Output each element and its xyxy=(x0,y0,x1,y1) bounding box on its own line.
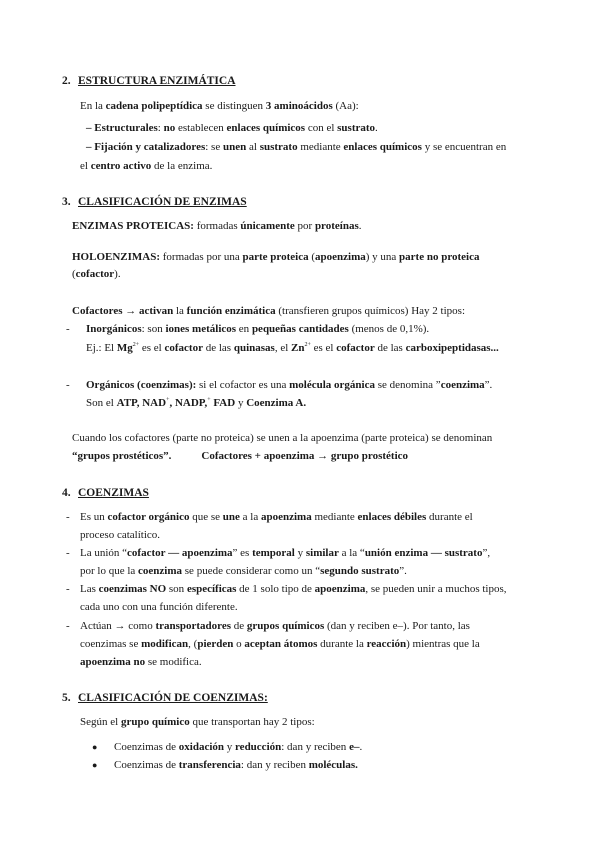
s3-organicos-line1: Orgánicos (coenzimas): si el cofactor es una molécula orgánica se denomina ”coenzima”. xyxy=(86,379,493,391)
section-2-heading xyxy=(62,74,236,89)
section-5-heading xyxy=(62,691,268,706)
section-title: COENZIMAS xyxy=(78,487,149,499)
s4-bullet4-line2: coenzimas se modifican, (pierden o aceptan átomos durante la reacción) mientras que la xyxy=(80,638,480,650)
section-3-heading xyxy=(62,195,247,210)
bullet-marker: ● xyxy=(92,742,98,752)
section-title: ESTRUCTURA ENZIMÁTICA xyxy=(78,75,236,87)
s5-intro-line: Según el grupo químico que transportan hay 2 tipos: xyxy=(80,716,315,728)
s3-holoenzimas-line1: HOLOENZIMAS: formadas por una parte proteica (apoenzima) y una parte no proteica xyxy=(72,251,480,263)
s4-bullet1-line1: Es un cofactor orgánico que se une a la apoenzima mediante enlaces débiles durante el xyxy=(80,511,473,523)
s2-item-estructurales: – Estructurales: no establecen enlaces químicos con el sustrato. xyxy=(86,122,378,134)
s3-inorganicos-line1: Inorgánicos: son iones metálicos en pequeñas cantidades (menos de 0,1%). xyxy=(86,323,430,335)
s4-bullet2-line2: por lo que la coenzima se puede considerar como un “segundo sustrato”. xyxy=(80,565,407,577)
dash-marker: - xyxy=(66,547,70,559)
section-title: CLASIFICACIÓN DE COENZIMAS: xyxy=(78,692,268,704)
s4-bullet3-line1: Las coenzimas NO son específicas de 1 solo tipo de apoenzima, se pueden unir a muchos tipos, xyxy=(80,583,507,595)
dash-marker: - xyxy=(66,583,70,595)
s3-inorganicos-line2: Ej.: El $Mg^{2+}$ es el cofactor de las quinasas, el $Zn^{2+}$ es el cofactor de las carboxipeptidasas... xyxy=(86,342,499,354)
s3-enzimas-proteicas: ENZIMAS PROTEICAS: formadas únicamente por proteínas. xyxy=(72,220,362,232)
s3-holoenzimas-line2: (cofactor). xyxy=(72,268,121,280)
section-number: 4. xyxy=(62,487,71,499)
section-number: 5. xyxy=(62,692,71,704)
s4-bullet4-line3: apoenzima no se modifica. xyxy=(80,656,202,668)
section-title: CLASIFICACIÓN DE ENZIMAS xyxy=(78,196,247,208)
section-number: 3. xyxy=(62,196,71,208)
s4-bullet1-line2: proceso catalítico. xyxy=(80,529,161,541)
dash-marker: - xyxy=(66,323,70,335)
s5-item-oxidacion: Coenzimas de oxidación y reducción: dan y reciben e–. xyxy=(114,741,363,753)
s4-bullet3-line2: cada uno con una función diferente. xyxy=(80,601,238,613)
s3-grupos-prosteticos-line1: Cuando los cofactores (parte no proteica) se unen a la apoenzima (parte proteica) se denominan xyxy=(72,432,493,444)
section-number: 2. xyxy=(62,75,71,87)
s2-item-fijacion-line2: el centro activo de la enzima. xyxy=(80,160,213,172)
s3-cofactores-line: Cofactores → activan la función enzimática (transfieren grupos químicos) Hay 2 tipos: xyxy=(72,305,465,317)
s2-item-fijacion-line1: – Fijación y catalizadores: se unen al sustrato mediante enlaces químicos y se encuentran en xyxy=(86,141,507,153)
s3-organicos-line2: Son el ATP, NAD+, NADP,+ FAD y Coenzima A. xyxy=(86,397,307,409)
dash-marker: - xyxy=(66,379,70,391)
s3-grupos-prosteticos-line2: “grupos prostéticos”. Cofactores + apoenzima → grupo prostético xyxy=(72,450,409,462)
dash-marker: - xyxy=(66,620,70,632)
s4-bullet2-line1: La unión “cofactor — apoenzima” es temporal y similar a la “unión enzima — sustrato”, xyxy=(80,547,491,559)
section-4-heading xyxy=(62,486,149,501)
s5-item-transferencia: Coenzimas de transferencia: dan y reciben moléculas. xyxy=(114,759,358,771)
s4-bullet4-line1: Actúan → como transportadores de grupos químicos (dan y reciben e–). Por tanto, las xyxy=(80,620,470,632)
dash-marker: - xyxy=(66,511,70,523)
s2-intro-line: En la cadena polipeptídica se distinguen 3 aminoácidos (Aa): xyxy=(80,100,359,112)
bullet-marker: ● xyxy=(92,760,98,770)
